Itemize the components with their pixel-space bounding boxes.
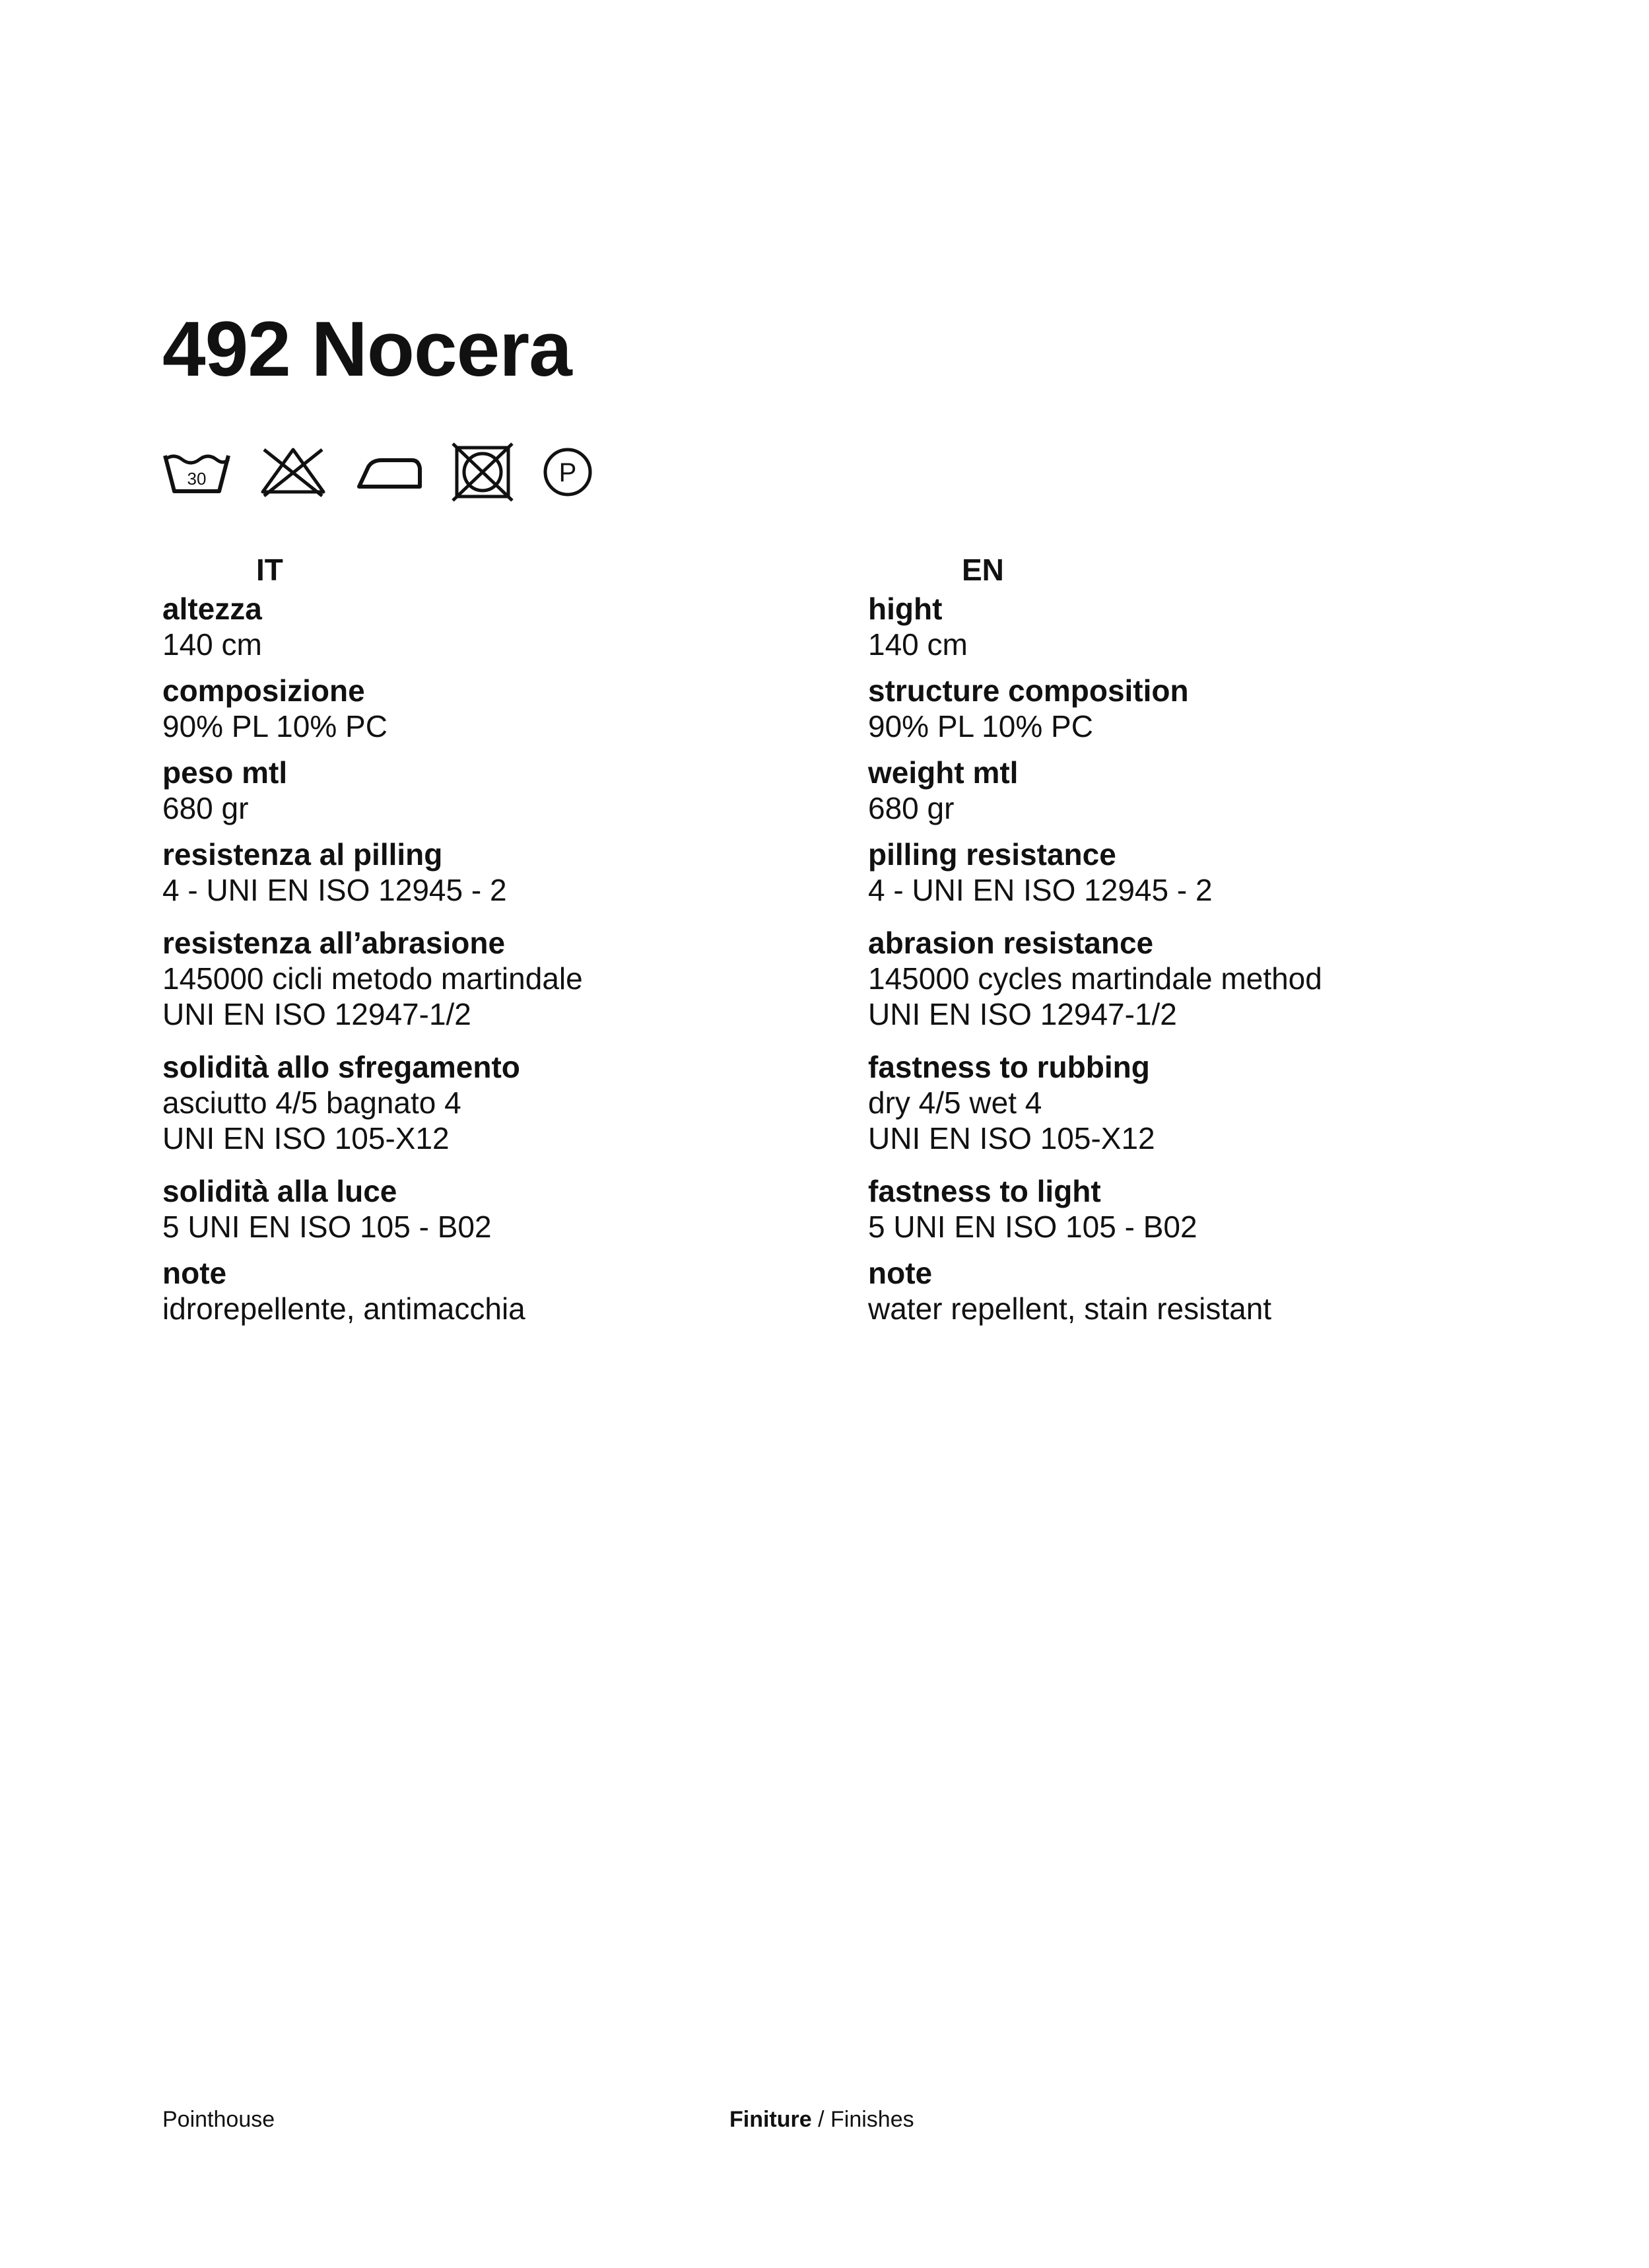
field-value: water repellent, stain resistant [868,1291,1272,1326]
field-value: 140 cm [162,627,262,662]
page-title: 492 Nocera [162,306,572,393]
care-icons [162,442,594,502]
field-label: peso mtl [162,755,288,790]
field-hight [868,591,1528,662]
field-value: 145000 cicli metodo martindale [162,961,583,996]
field-note-en [868,1255,1528,1326]
field-luce [162,1173,823,1245]
field-label: note [868,1256,933,1290]
field-value: 5 UNI EN ISO 105 - B02 [162,1210,492,1244]
footer-section-bold: Finiture [729,2107,812,2132]
field-label: note [162,1256,227,1290]
svg-text:30: 30 [187,469,207,489]
field-value: 145000 cycles martindale method [868,961,1322,996]
footer-section-separator: / [811,2107,831,2132]
field-abrasione [162,925,823,1032]
field-peso [162,755,823,826]
field-sfregamento [162,1049,823,1156]
svg-text:P: P [558,458,577,487]
no-tumble-dry-icon [450,442,515,502]
field-fastness-light [868,1173,1528,1245]
dry-clean-p-icon [541,446,594,498]
field-value: 5 UNI EN ISO 105 - B02 [868,1210,1197,1244]
field-pilling-resistance [868,837,1528,908]
field-label: weight mtl [868,755,1019,790]
field-value: idrorepellente, antimacchia [162,1291,525,1326]
field-value: dry 4/5 wet 4 [868,1085,1042,1120]
field-altezza [162,591,823,662]
english-column [868,551,1528,1337]
footer-section [729,2106,914,2133]
field-value: 140 cm [868,627,968,662]
field-label: pilling resistance [868,837,1116,872]
field-value: 4 - UNI EN ISO 12945 - 2 [868,873,1213,907]
field-value-2: UNI EN ISO 105-X12 [868,1121,1155,1155]
field-label: fastness to rubbing [868,1050,1150,1084]
field-value: asciutto 4/5 bagnato 4 [162,1085,461,1120]
field-label: resistenza all’abrasione [162,926,506,960]
field-value: 90% PL 10% PC [868,709,1093,743]
field-label: solidità alla luce [162,1174,397,1208]
field-label: solidità allo sfregamento [162,1050,520,1084]
iron-icon [355,452,424,492]
field-fastness-rubbing [868,1049,1528,1156]
field-label: structure composition [868,673,1189,708]
field-label: altezza [162,592,262,626]
field-value-2: UNI EN ISO 12947-1/2 [162,997,471,1031]
column-heading-en: EN [962,553,1004,587]
italian-column [162,551,823,1337]
field-pilling [162,837,823,908]
field-value: 680 gr [868,791,955,825]
field-composition [868,673,1528,744]
footer-section-rest: Finishes [830,2107,914,2132]
field-value: 680 gr [162,791,249,825]
field-value: 4 - UNI EN ISO 12945 - 2 [162,873,507,907]
no-bleach-icon [257,446,329,498]
field-weight [868,755,1528,826]
field-label: fastness to light [868,1174,1101,1208]
field-label: resistenza al pilling [162,837,443,872]
field-label: composizione [162,673,365,708]
column-heading-it: IT [256,553,283,587]
field-note [162,1255,823,1326]
field-abrasion-resistance [868,925,1528,1032]
field-value: 90% PL 10% PC [162,709,387,743]
field-value-2: UNI EN ISO 12947-1/2 [868,997,1177,1031]
field-composizione [162,673,823,744]
field-label: hight [868,592,943,626]
field-label: abrasion resistance [868,926,1154,960]
field-value-2: UNI EN ISO 105-X12 [162,1121,450,1155]
wash-30-icon [162,449,231,495]
footer-brand: Pointhouse [162,2107,275,2132]
